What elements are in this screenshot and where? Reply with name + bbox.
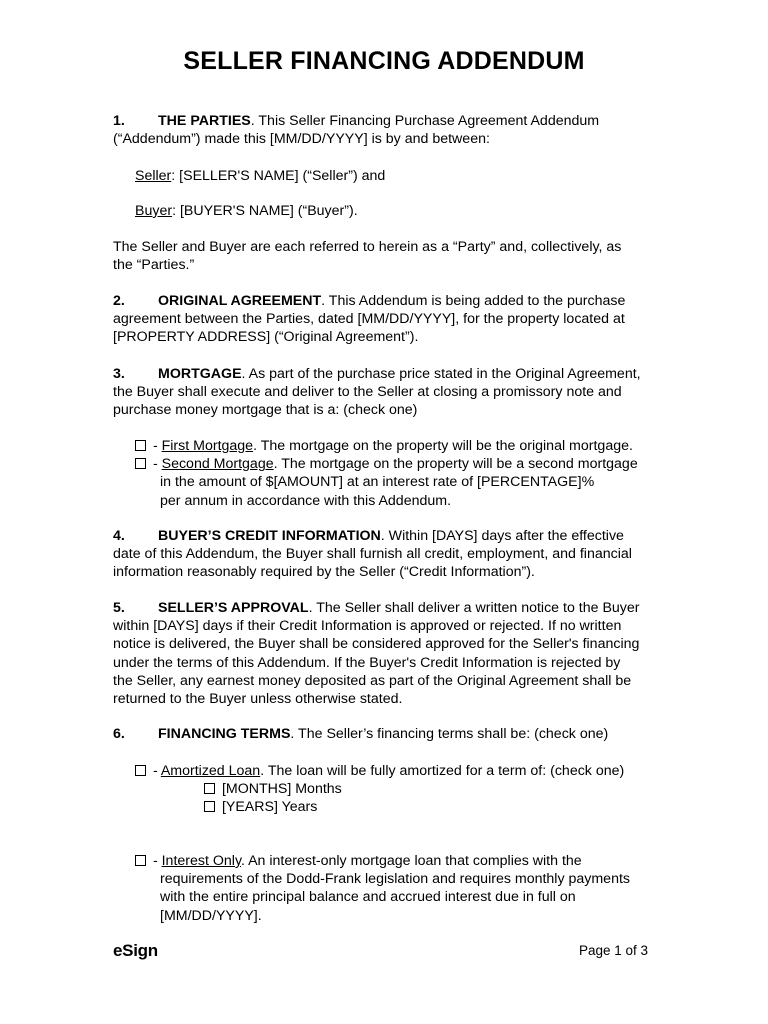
section-heading: FINANCING TERMS — [158, 726, 291, 742]
interest-only-option: - Interest Only. An interest-only mortgage loan that complies with the requirements of the Dodd-Frank legislation and requires monthly payments with the entire principal balance and accrued interest due in full on [MM/DD/YYYY]. — [113, 852, 705, 925]
section-number: 4. — [113, 528, 125, 544]
esign-logo: eSign — [113, 941, 158, 960]
amortized-term-options — [113, 780, 768, 816]
parties-paragraph: The Seller and Buyer are each referred to herein as a “Party” and, collectively, as the “Parties.” — [113, 239, 622, 274]
buyer-label: Buyer — [135, 203, 173, 219]
page-number: Page 1 of 3 — [579, 943, 649, 958]
section-number: 3. — [113, 366, 125, 382]
section-number: 6. — [113, 726, 125, 742]
seller-label: Seller — [135, 168, 172, 184]
section-heading: THE PARTIES — [158, 113, 251, 129]
document-title: SELLER FINANCING ADDENDUM — [183, 47, 585, 75]
section-original-agreement: 2. ORIGINAL AGREEMENT. This Addendum is being added to the purchase agreement between the Parties, dated [MM/DD/YYYY], for the property located at [PROPERTY ADDRESS] (“Original Agreement”). — [113, 293, 626, 346]
section-heading: MORTGAGE — [158, 366, 242, 382]
years-checkbox[interactable] — [204, 801, 215, 812]
section-buyer-credit: 4. BUYER’S CREDIT INFORMATION. Within [DAYS] days after the effective date of this Addendum, the Buyer shall furnish all credit, employment, and financial information reasonably required by the Seller (“Credit Information”). — [113, 528, 632, 581]
first-mortgage-option: - First Mortgage. The mortgage on the property will be the original mortgage. — [135, 437, 705, 455]
mortgage-options: - First Mortgage. The mortgage on the property will be the original mortgage. - Second Mortgage. The mortgage on the property will be a second mortgage in the amount of $[AMOUNT] at an interest rate of [PERCENTAGE]% per annum in accordance with this Addendum. — [113, 437, 705, 510]
years-option: [YEARS] Years — [204, 798, 768, 816]
amortized-loan-option: - Amortized Loan. The loan will be fully amortized for a term of: (check one) — [113, 762, 705, 780]
seller-line: Seller: [SELLER'S NAME] (“Seller”) and — [135, 168, 386, 184]
second-mortgage-checkbox[interactable] — [135, 458, 146, 469]
section-heading: SELLER’S APPROVAL — [158, 600, 309, 616]
section-parties: 1. THE PARTIES. This Seller Financing Purchase Agreement Addendum (“Addendum”) made this [MM/DD/YYYY] is by and between: — [113, 113, 600, 148]
section-number: 1. — [113, 113, 125, 129]
section-heading: BUYER’S CREDIT INFORMATION — [158, 528, 381, 544]
months-checkbox[interactable] — [204, 783, 215, 794]
section-mortgage: 3. MORTGAGE. As part of the purchase price stated in the Original Agreement, the Buyer shall execute and deliver to the Seller at closing a promissory note and purchase money mortgage that is a: (check one) — [113, 366, 641, 419]
first-mortgage-checkbox[interactable] — [135, 440, 146, 451]
buyer-line: Buyer: [BUYER'S NAME] (“Buyer”). — [135, 203, 358, 219]
section-seller-approval: 5. SELLER’S APPROVAL. The Seller shall deliver a written notice to the Buyer within [DAYS] days if their Credit Information is approved or rejected. If no written notice is delivered, the Buyer shall be considered approved for the Seller's financing under the terms of this Addendum. If the Buyer's Credit Information is rejected by the Seller, any earnest money deposited as part of the Original Agreement shall be returned to the Buyer unless otherwise stated. — [113, 600, 640, 708]
amortized-loan-checkbox[interactable] — [135, 765, 146, 776]
section-number: 5. — [113, 600, 125, 616]
section-financing-terms: 6. FINANCING TERMS. The Seller’s financing terms shall be: (check one) — [113, 726, 609, 742]
section-heading: ORIGINAL AGREEMENT — [158, 293, 322, 309]
second-mortgage-option: - Second Mortgage. The mortgage on the property will be a second mortgage — [135, 455, 705, 473]
months-option: [MONTHS] Months — [204, 780, 768, 798]
section-number: 2. — [113, 293, 125, 309]
interest-only-checkbox[interactable] — [135, 855, 146, 866]
